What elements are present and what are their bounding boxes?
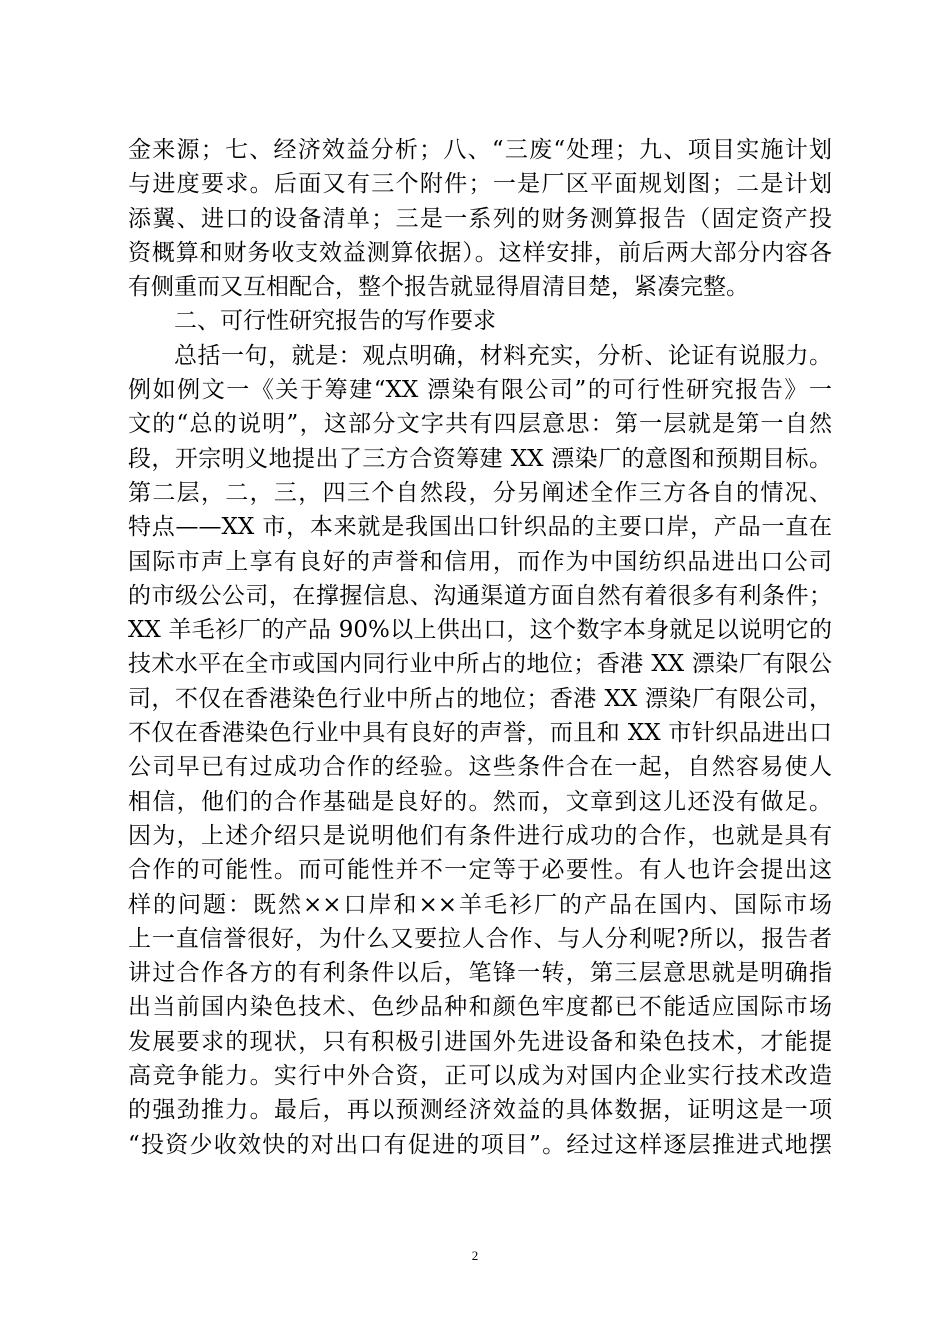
text-line: 特点——XX 市，本来就是我国出口针织品的主要口岸，产品一直在 [128, 514, 832, 541]
text-line: 发展要求的现状，只有积极引进国外先进设备和染色技术，才能提 [128, 1028, 832, 1055]
text-line: 司，不仅在香港染色行业中所占的地位；香港 XX 漂染厂有限公司， [128, 685, 832, 712]
text-line: 因为，上述介绍只是说明他们有条件进行成功的合作，也就是具有 [128, 822, 832, 849]
text-line: 的强劲推力。最后，再以预测经济效益的具体数据，证明这是一项 [128, 1097, 832, 1124]
body-text [128, 133, 832, 1162]
text-line: 金来源；七、经济效益分析；八、“三废“处理；九、项目实施计划 [128, 137, 832, 163]
text-line: 出当前国内染色技术、色纱品种和颜色牢度都已不能适应国际市场 [128, 994, 832, 1021]
text-line: 公司早已有过成功合作的经验。这些条件合在一起，自然容易使人 [128, 754, 832, 781]
text-line: 样的问题：既然××口岸和××羊毛衫厂的产品在国内、国际市场 [128, 891, 832, 918]
text-line: 相信，他们的合作基础是良好的。然而，文章到这儿还没有做足。 [128, 788, 832, 815]
section-heading: 二、可行性研究报告的写作要求 [174, 308, 496, 335]
text-line: XX 羊毛衫厂的产品 90%以上供出口，这个数字本身就足以说明它的 [128, 617, 832, 644]
text-line: 总括一句，就是：观点明确，材料充实，分析、论证有说服力。 [174, 342, 832, 369]
text-line: 有侧重而又互相配合，整个报告就显得眉清目楚，紧凑完整。 [128, 274, 749, 301]
text-line: 技术水平在全市或国内同行业中所占的地位；香港 XX 漂染厂有限公 [128, 651, 832, 678]
text-line: 文的“总的说明”，这部分文字共有四层意思：第一层就是第一自然 [128, 411, 832, 438]
text-line: 合作的可能性。而可能性并不一定等于必要性。有人也许会提出这 [128, 857, 832, 884]
text-line: 讲过合作各方的有利条件以后，笔锋一转，第三层意思就是明确指 [128, 960, 832, 987]
text-line: 例如例文一《关于筹建“XX 漂染有限公司”的可行性研究报告》一 [128, 377, 832, 404]
text-line: 与进度要求。后面又有三个附件；一是厂区平面规划图；二是计划 [128, 171, 832, 198]
text-line: 资概算和财务收支效益测算依据）。这样安排，前后两大部分内容各 [128, 239, 832, 266]
text-line: 的市级公公司，在撑握信息、沟通渠道方面自然有着很多有利条件； [128, 582, 832, 609]
text-line: 上一直信誉很好，为什么又要拉人合作、与人分利呢?所以，报告者 [128, 925, 832, 952]
text-line: 国际市声上享有良好的声誉和信用，而作为中国纺织品进出口公司 [128, 548, 832, 575]
text-line: 段，开宗明义地提出了三方合资筹建 XX 漂染厂的意图和预期目标。 [128, 445, 832, 472]
text-line: 不仅在香港染色行业中具有良好的声誉，而且和 XX 市针织品进出口 [128, 720, 832, 747]
text-line: “投资少收效快的对出口有促进的项目”。经过这样逐层推进式地摆 [128, 1131, 832, 1158]
text-line: 添翼、进口的设备清单；三是一系列的财务测算报告（固定资产投 [128, 205, 832, 232]
page-number: 2 [471, 1248, 479, 1263]
text-line: 高竞争能力。实行中外合资，正可以成为对国内企业实行技术改造 [128, 1063, 832, 1090]
text-line: 第二层，二，三，四三个自然段，分另阐述全作三方各自的情况、 [128, 479, 832, 506]
